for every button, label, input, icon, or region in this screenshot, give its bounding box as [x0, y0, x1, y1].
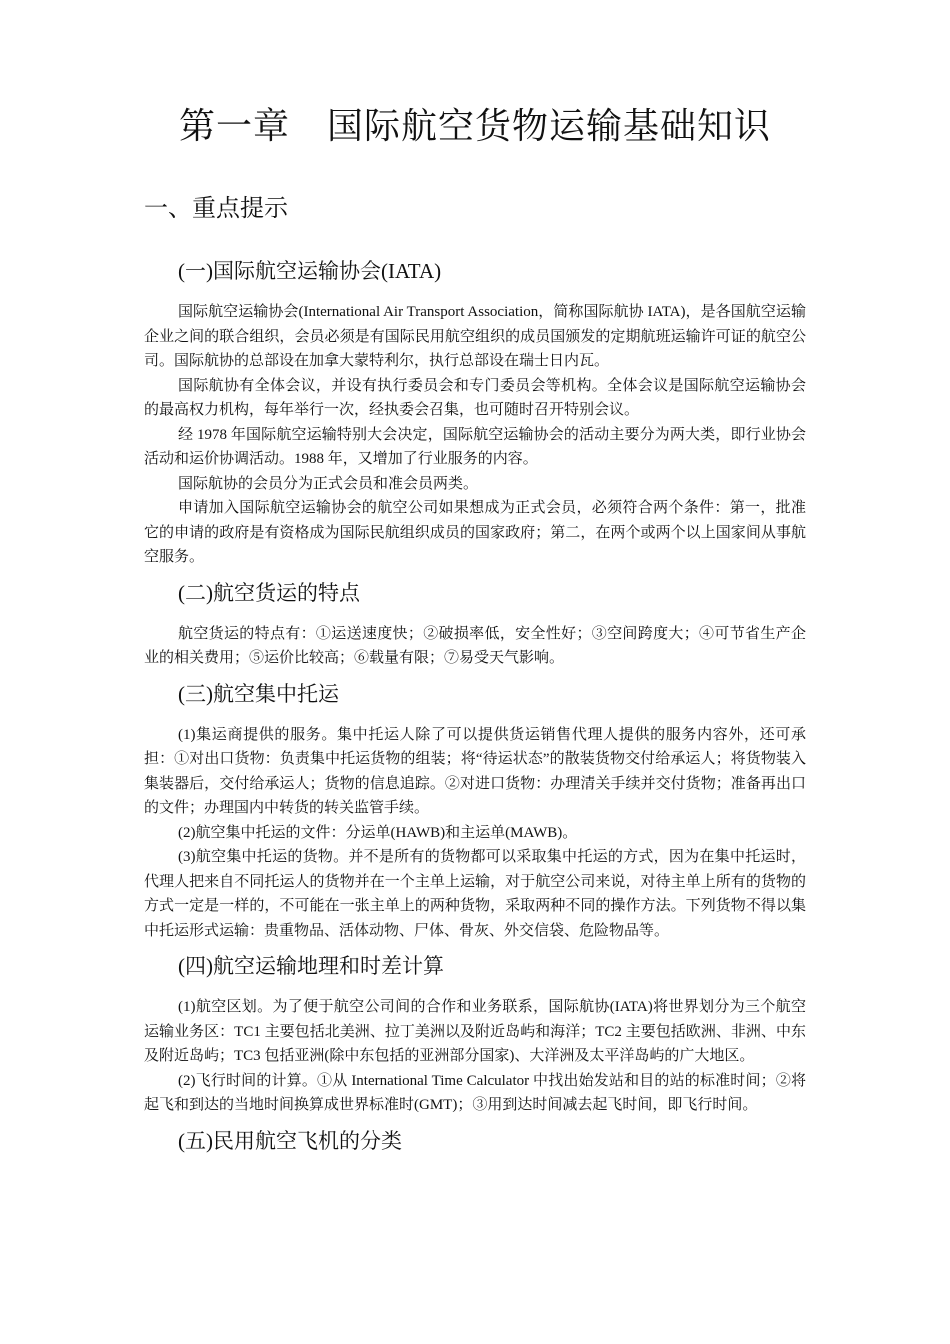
paragraph: 国际航协的会员分为正式会员和准会员两类。: [178, 475, 479, 492]
paragraph: 国际航协有全体会议，并设有执行委员会和专门委员会等机构。全体会议是国际航空运输协会的最高权力机构，每年举行一次，经执委会召集，也可随时召开特别会议。: [144, 377, 806, 418]
subsection-body-geography-time: [144, 995, 806, 1118]
chapter-title: 第一章 国际航空货物运输基础知识: [178, 106, 771, 146]
subsection-heading-air-cargo-features: (二)航空货运的特点: [178, 580, 360, 605]
paragraph: (3)航空集中托运的货物。并不是所有的货物都可以采取集中托运的方式，因为在集中托运时，代理人把来自不同托运人的货物并在一个主单上运输，对于航空公司来说，对待主单上所有的货物的方式一定是一样的，不可能在一张主单上的两种货物，采取两种不同的操作方法。下列货物不得以集中托运形式运输：贵重物品、活体动物、尸体、骨灰、外交信袋、危险物品等。: [144, 849, 806, 939]
section-title: 一、重点提示: [144, 196, 288, 222]
paragraph: 申请加入国际航空运输协会的航空公司如果想成为正式会员，必须符合两个条件：第一，批准它的申请的政府是有资格成为国际民航组织成员的国家政府；第二，在两个或两个以上国家间从事航空服务。: [144, 500, 806, 565]
subsection-heading-consolidation: (三)航空集中托运: [178, 681, 339, 706]
subsection-body-consolidation: [144, 723, 806, 944]
subsection-body-air-cargo-features: [144, 622, 806, 671]
subsection-heading-geography-time: (四)航空运输地理和时差计算: [178, 954, 444, 978]
paragraph: (2)飞行时间的计算。①从 International Time Calculator 中找出始发站和目的站的标准时间；②将起飞和到达的当地时间换算成世界标准时(GMT)；③用到达时间减去起飞时间，即飞行时间。: [144, 1072, 806, 1113]
subsection-heading-iata: (一)国际航空运输协会(IATA): [178, 259, 442, 283]
paragraph: 经 1978 年国际航空运输特别大会决定，国际航空运输协会的活动主要分为两大类，即行业协会活动和运价协调活动。1988 年，又增加了行业服务的内容。: [144, 426, 806, 467]
subsection-body-iata: [144, 300, 806, 570]
paragraph: (1)航空区划。为了便于航空公司间的合作和业务联系，国际航协(IATA)将世界划分为三个航空运输业务区：TC1 主要包括北美洲、拉丁美洲以及附近岛屿和海洋；TC2 主要包括欧洲、非洲、中东及附近岛屿；TC3 包括亚洲(除中东包括的亚洲部分国家)、大洋洲及太平洋岛屿的广大地区。: [144, 999, 806, 1064]
paragraph: (1)集运商提供的服务。集中托运人除了可以提供货运销售代理人提供的服务内容外，还可承担：①对出口货物：负责集中托运货物的组装；将“待运状态”的散装货物交付给承运人；将货物装入集装器后，交付给承运人；货物的信息追踪。②对进口货物：办理清关手续并交付货物；准备再出口的文件；办理国内中转货的转关监管手续。: [144, 726, 806, 816]
subsection-heading-aircraft-classification: (五)民用航空飞机的分类: [178, 1128, 402, 1153]
paragraph: (2)航空集中托运的文件：分运单(HAWB)和主运单(MAWB)。: [178, 824, 578, 841]
paragraph: 国际航空运输协会(International Air Transport Association，简称国际航协 IATA)，是各国航空运输企业之间的联合组织，会员必须是有国际民用航空组织的成员国颁发的定期航班运输许可证的航空公司。国际航协的总部设在加拿大蒙特利尔，执行总部设在瑞士日内瓦。: [144, 304, 806, 369]
paragraph: 航空货运的特点有：①运送速度快；②破损率低，安全性好；③空间跨度大；④可节省生产企业的相关费用；⑤运价比较高；⑥载量有限；⑦易受天气影响。: [144, 625, 806, 666]
